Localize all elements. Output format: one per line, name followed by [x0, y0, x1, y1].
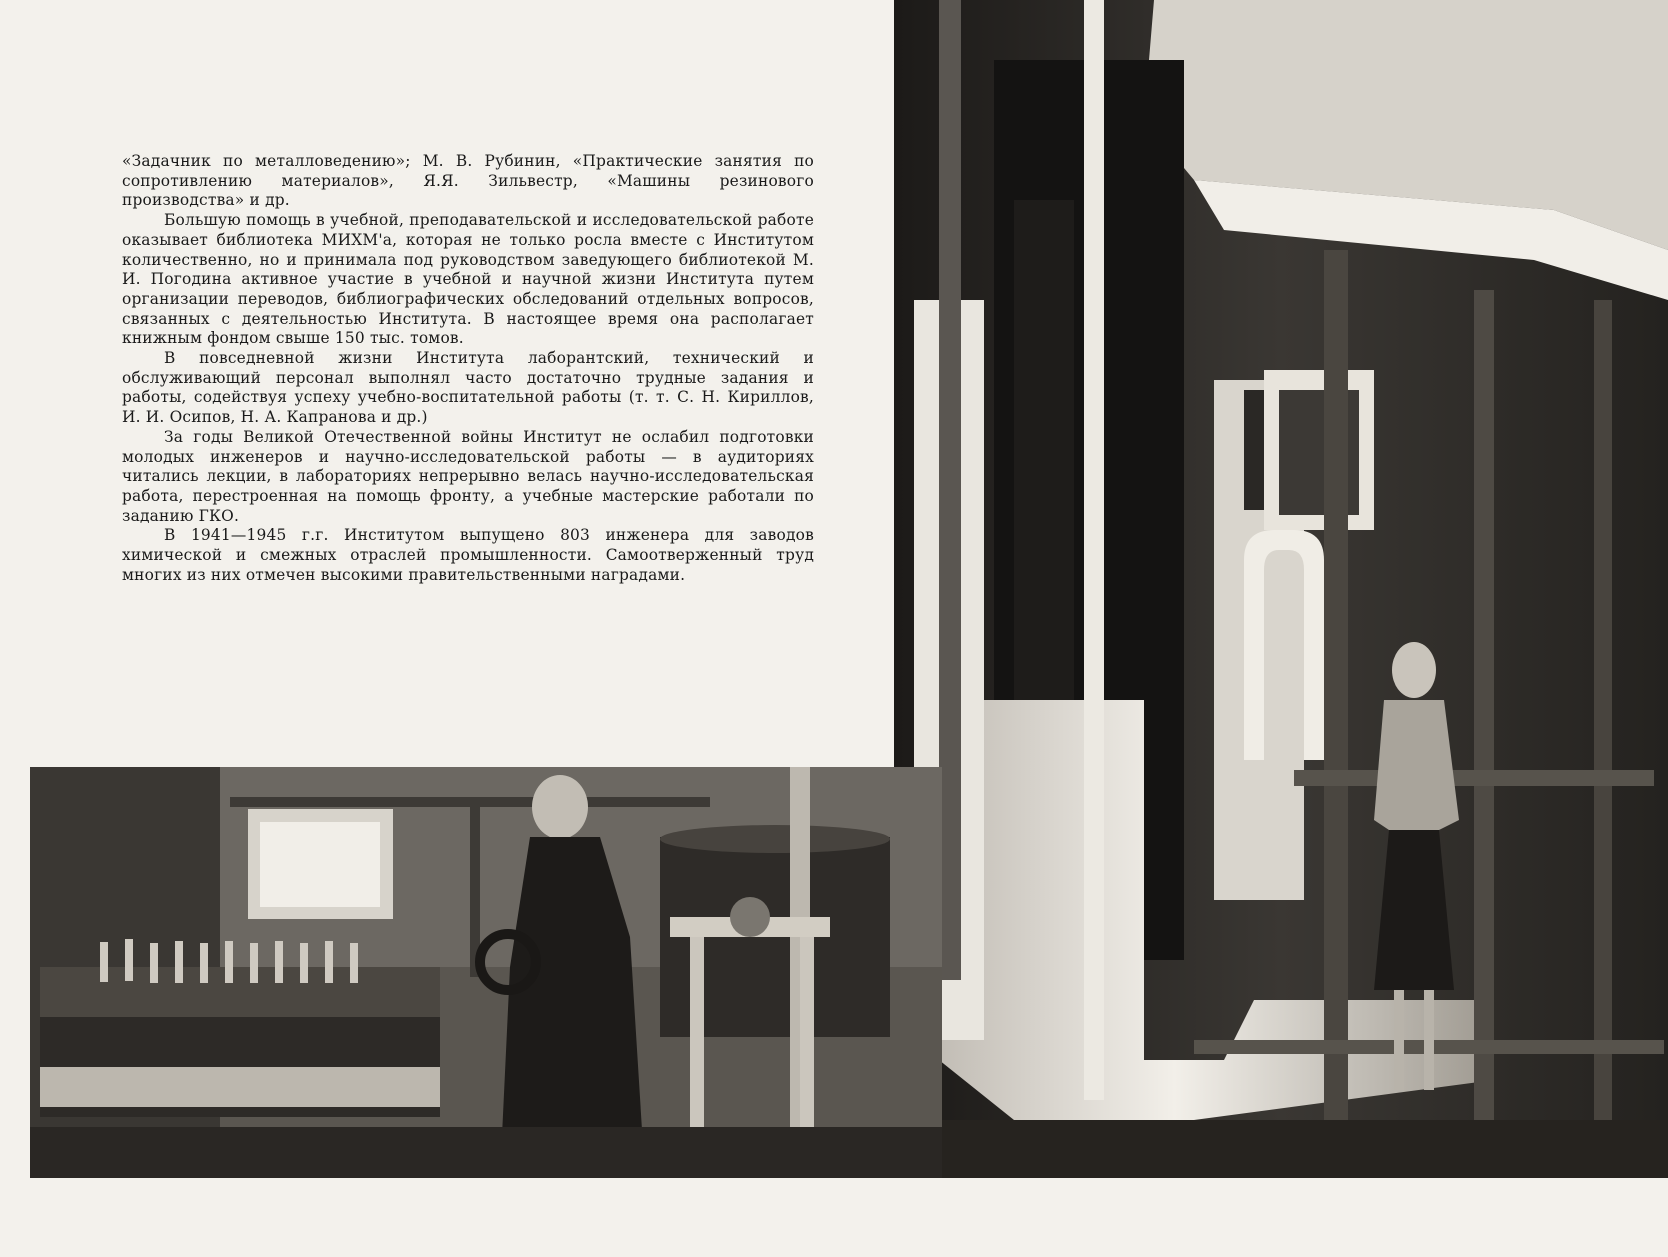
paragraph-1: «Задачник по металловедению»; М. В. Рубинин, «Практические занятия по сопротивлению материалов», Я.Я. Зильвестр, «Машины резинового производства» и др. — [122, 152, 814, 210]
paragraph-3: В повседневной жизни Института лаборантский, технический и обслуживающий персонал выполнял часто достаточно трудные задания и работы, содействуя успеху учебно-воспитательной работы (т. т. С. Н. Кириллов, И. И. Осипов, Н. А. Капранова и др.) — [122, 349, 814, 427]
laboratory-worker-photo — [30, 767, 942, 1178]
article-text — [122, 152, 814, 585]
paragraph-2: Большую помощь в учебной, преподавательской и исследовательской работе оказывает библиотека МИХМ'а, которая не только росла вместе с Институтом количественно, но и принимала под руководством заведующего библиотекой М. И. Погодина активное участие в учебной и научной жизни Института путем организации переводов, библиографических обследований отдельных вопросов, связанных с деятельностью Института. В настоящее время она располагает книжным фондом свыше 150 тыс. томов. — [122, 211, 814, 348]
paragraph-5: В 1941—1945 г.г. Институтом выпущено 803 инженера для заводов химической и смежных отраслей промышленности. Самоотверженный труд многих из них отмечен высокими правительственными наградами. — [122, 526, 814, 584]
industrial-apparatus-photo — [894, 0, 1668, 1178]
paragraph-4: За годы Великой Отечественной войны Институт не ослабил подготовки молодых инженеров и научно-исследовательской работы — в аудиториях читались лекции, в лабораториях непрерывно велась научно-исследовательская работа, перестроенная на помощь фронту, а учебные мастерские работали по заданию ГКО. — [122, 427, 814, 525]
